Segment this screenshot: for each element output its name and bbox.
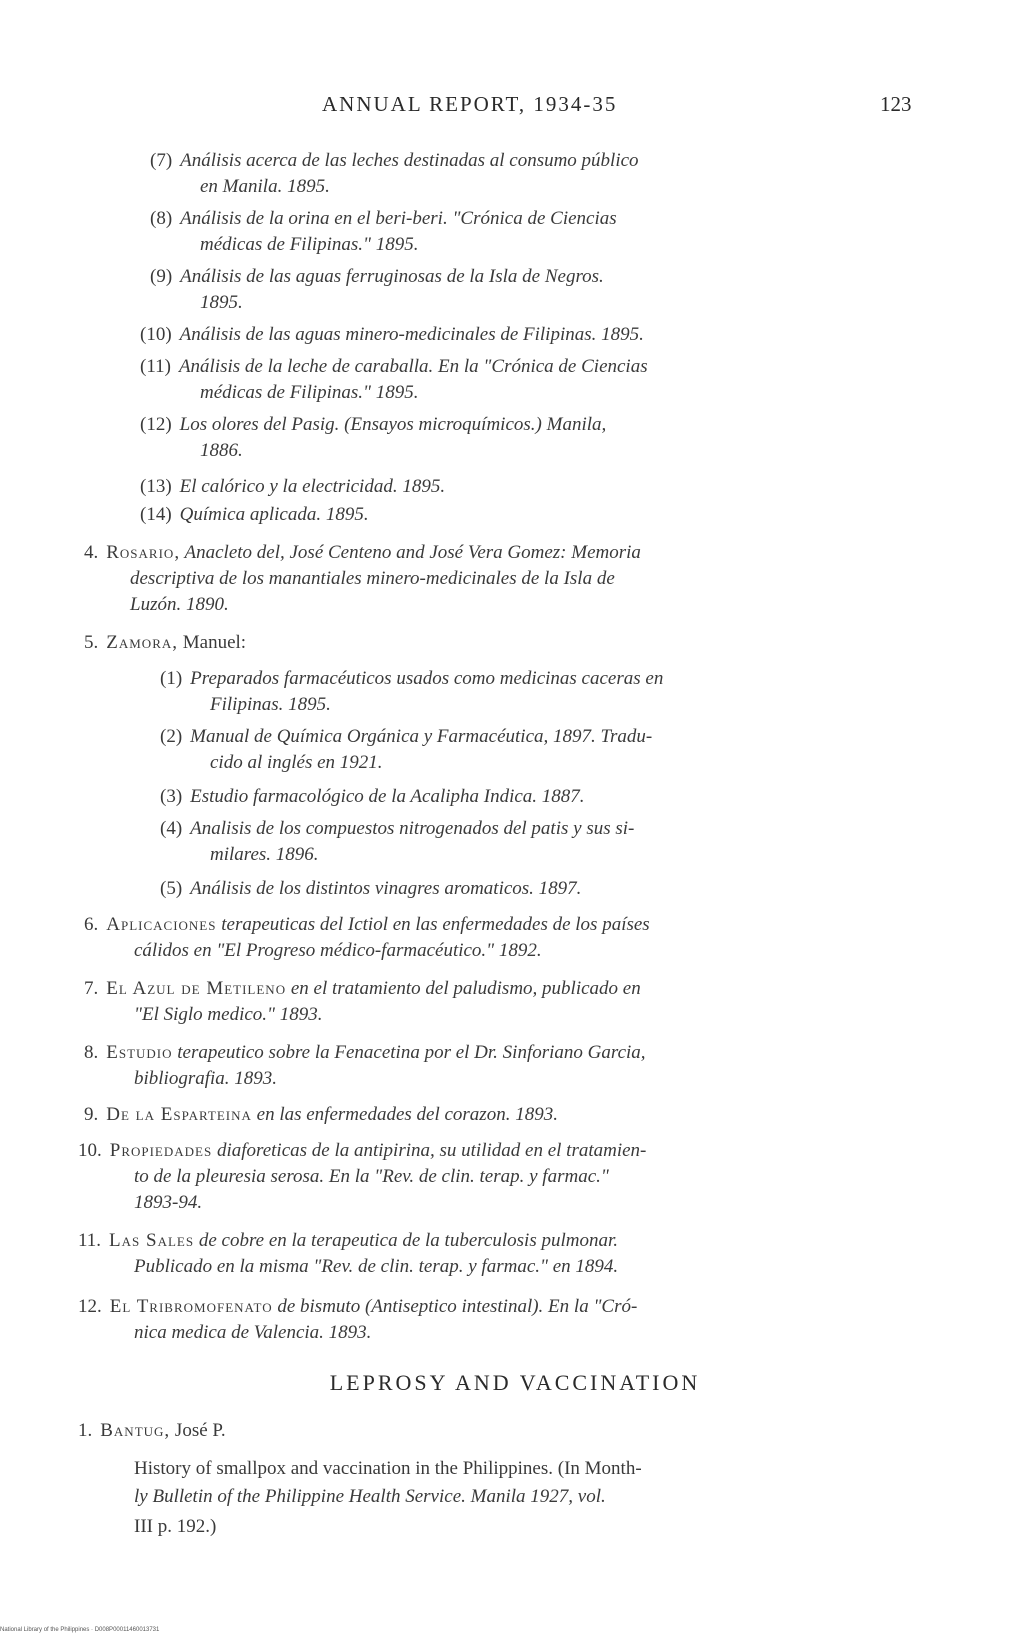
entry-line: milares. 1896. (210, 844, 319, 865)
entry-line: (5) Análisis de los distintos vinagres aromaticos. 1897. (160, 878, 582, 899)
entry-line: cálidos en "El Progreso médico-farmacéutico." 1892. (134, 940, 542, 961)
entry-line: (12) Los olores del Pasig. (Ensayos microquímicos.) Manila, (140, 414, 607, 435)
entry-line: Filipinas. 1895. (210, 694, 331, 715)
entry-line: (9) Análisis de las aguas ferruginosas de la Isla de Negros. (150, 266, 604, 287)
entry-line: bibliografia. 1893. (134, 1068, 278, 1089)
entry-line: 4. Rosario, Anacleto del, José Centeno and José Vera Gomez: Memoria (84, 542, 641, 563)
entry-line: en Manila. 1895. (200, 176, 330, 197)
entry-line: 1. Bantug, José P. (78, 1420, 226, 1441)
entry-line: to de la pleuresia serosa. En la "Rev. de clin. terap. y farmac." (134, 1166, 609, 1187)
entry-line: (7) Análisis acerca de las leches destinadas al consumo público (150, 150, 639, 171)
entry-line: Publicado en la misma "Rev. de clin. terap. y farmac." en 1894. (134, 1256, 619, 1277)
entry-line: (2) Manual de Química Orgánica y Farmacéutica, 1897. Tradu- (160, 726, 653, 747)
entry-line: nica medica de Valencia. 1893. (134, 1322, 372, 1343)
page-number: 123 (880, 92, 912, 116)
entry-line: 6. Aplicaciones terapeuticas del Ictiol en las enfermedades de los países (84, 914, 650, 935)
entry-line: 12. El Tribromofenato de bismuto (Antiseptico intestinal). En la "Cró- (78, 1296, 638, 1317)
entry-line: (1) Preparados farmacéuticos usados como medicinas caceras en (160, 668, 664, 689)
entry-line: ly Bulletin of the Philippine Health Service. Manila 1927, vol. (134, 1486, 606, 1507)
entry-line: III p. 192.) (134, 1516, 217, 1537)
entry-line: (13) El calórico y la electricidad. 1895. (140, 476, 446, 497)
entry-line: 5. Zamora, Manuel: (84, 632, 247, 653)
entry-line: (11) Análisis de la leche de caraballa. En la "Crónica de Ciencias (140, 356, 648, 377)
entry-line: (10) Análisis de las aguas minero-medicinales de Filipinas. 1895. (140, 324, 644, 345)
entry-line: descriptiva de los manantiales minero-medicinales de la Isla de (130, 568, 615, 589)
running-title: ANNUAL REPORT, 1934-35 (322, 92, 618, 116)
entry-line: Luzón. 1890. (130, 594, 229, 615)
entry-line: 9. De la Esparteina en las enfermedades del corazon. 1893. (84, 1104, 558, 1125)
entry-line: "El Siglo medico." 1893. (134, 1004, 323, 1025)
entry-line: cido al inglés en 1921. (210, 752, 383, 773)
entry-line: 7. El Azul de Metileno en el tratamiento del paludismo, publicado en (84, 978, 641, 999)
entry-line: (8) Análisis de la orina en el beri-beri. "Crónica de Ciencias (150, 208, 617, 229)
entry-line: 10. Propiedades diaforeticas de la antipirina, su utilidad en el tratamien- (78, 1140, 647, 1161)
entry-line: médicas de Filipinas." 1895. (200, 382, 419, 403)
entry-line: médicas de Filipinas." 1895. (200, 234, 419, 255)
scan-footer: National Library of the Philippines · D008P00011460013731 (0, 1627, 160, 1633)
entry-line: (4) Analisis de los compuestos nitrogenados del patis y sus si- (160, 818, 635, 839)
entry-line: 11. Las Sales de cobre en la terapeutica de la tuberculosis pulmonar. (78, 1230, 619, 1251)
entry-line: 1886. (200, 440, 243, 461)
entry-line: 1893-94. (134, 1192, 203, 1213)
entry-line: 8. Estudio terapeutico sobre la Fenacetina por el Dr. Sinforiano Garcia, (84, 1042, 646, 1063)
entry-line: 1895. (200, 292, 243, 313)
page-header (0, 92, 1030, 124)
entry-line: History of smallpox and vaccination in the Philippines. (In Month- (134, 1458, 642, 1479)
section-heading: LEPROSY AND VACCINATION (329, 1370, 701, 1395)
entry-line: (3) Estudio farmacológico de la Acalipha Indica. 1887. (160, 786, 585, 807)
entry-line: (14) Química aplicada. 1895. (140, 504, 369, 525)
